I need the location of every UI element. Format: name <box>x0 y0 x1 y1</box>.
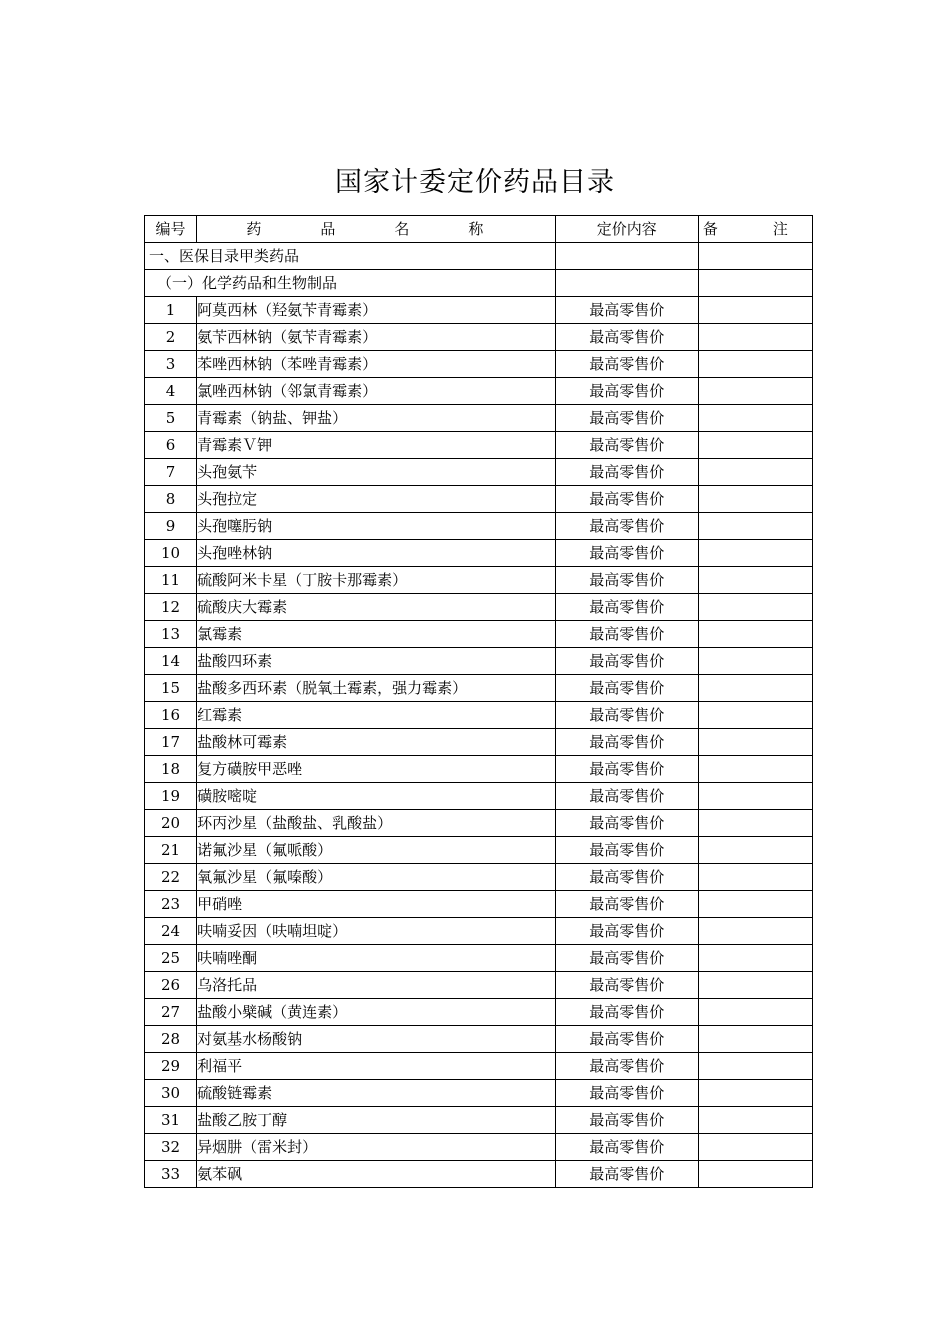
table-row <box>145 783 813 810</box>
section-note-cell <box>698 243 812 270</box>
row-drug-name: 呋喃妥因（呋喃坦啶） <box>197 918 556 945</box>
row-remarks <box>698 1107 812 1134</box>
row-number: 11 <box>145 567 197 594</box>
row-remarks <box>698 972 812 999</box>
table-row <box>145 594 813 621</box>
row-number: 25 <box>145 945 197 972</box>
row-remarks <box>698 378 812 405</box>
table-row <box>145 648 813 675</box>
row-remarks <box>698 864 812 891</box>
row-drug-name: 诺氟沙星（氟哌酸） <box>197 837 556 864</box>
row-pricing-content: 最高零售价 <box>555 621 698 648</box>
row-drug-name: 呋喃唑酮 <box>197 945 556 972</box>
table-row <box>145 999 813 1026</box>
row-drug-name: 环丙沙星（盐酸盐、乳酸盐） <box>197 810 556 837</box>
row-pricing-content: 最高零售价 <box>555 675 698 702</box>
table-row <box>145 1107 813 1134</box>
table-row <box>145 567 813 594</box>
row-remarks <box>698 540 812 567</box>
row-drug-name: 头孢拉定 <box>197 486 556 513</box>
row-number: 6 <box>145 432 197 459</box>
row-remarks <box>698 1134 812 1161</box>
row-pricing-content: 最高零售价 <box>555 783 698 810</box>
table-row <box>145 540 813 567</box>
row-number: 19 <box>145 783 197 810</box>
row-pricing-content: 最高零售价 <box>555 756 698 783</box>
table-row <box>145 486 813 513</box>
row-remarks <box>698 945 812 972</box>
row-drug-name: 氨苄西林钠（氨苄青霉素） <box>197 324 556 351</box>
row-number: 2 <box>145 324 197 351</box>
row-pricing-content: 最高零售价 <box>555 729 698 756</box>
subsection-note-cell <box>698 270 812 297</box>
row-drug-name: 甲硝唑 <box>197 891 556 918</box>
row-remarks <box>698 621 812 648</box>
row-drug-name: 对氨基水杨酸钠 <box>197 1026 556 1053</box>
table-row <box>145 1161 813 1188</box>
row-number: 32 <box>145 1134 197 1161</box>
section-label: 一、医保目录甲类药品 <box>145 243 556 270</box>
row-drug-name: 盐酸小檗碱（黄连素） <box>197 999 556 1026</box>
row-remarks <box>698 567 812 594</box>
row-number: 18 <box>145 756 197 783</box>
table-row <box>145 945 813 972</box>
subsection-price-cell <box>555 270 698 297</box>
table-row <box>145 324 813 351</box>
row-number: 28 <box>145 1026 197 1053</box>
row-number: 22 <box>145 864 197 891</box>
row-number: 8 <box>145 486 197 513</box>
row-drug-name: 硫酸阿米卡星（丁胺卡那霉素） <box>197 567 556 594</box>
table-row <box>145 432 813 459</box>
row-number: 29 <box>145 1053 197 1080</box>
row-number: 16 <box>145 702 197 729</box>
table-row <box>145 891 813 918</box>
row-number: 23 <box>145 891 197 918</box>
row-pricing-content: 最高零售价 <box>555 810 698 837</box>
table-row <box>145 702 813 729</box>
row-number: 3 <box>145 351 197 378</box>
row-remarks <box>698 351 812 378</box>
row-pricing-content: 最高零售价 <box>555 594 698 621</box>
table-row <box>145 756 813 783</box>
row-pricing-content: 最高零售价 <box>555 567 698 594</box>
row-pricing-content: 最高零售价 <box>555 297 698 324</box>
table-row <box>145 378 813 405</box>
table-row <box>145 837 813 864</box>
row-drug-name: 乌洛托品 <box>197 972 556 999</box>
row-pricing-content: 最高零售价 <box>555 324 698 351</box>
table-row <box>145 513 813 540</box>
header-number: 编号 <box>145 216 197 243</box>
row-drug-name: 磺胺嘧啶 <box>197 783 556 810</box>
row-drug-name: 盐酸四环素 <box>197 648 556 675</box>
row-drug-name: 盐酸乙胺丁醇 <box>197 1107 556 1134</box>
table-row <box>145 1053 813 1080</box>
row-pricing-content: 最高零售价 <box>555 1161 698 1188</box>
row-drug-name: 盐酸多西环素（脱氧土霉素，强力霉素） <box>197 675 556 702</box>
row-pricing-content: 最高零售价 <box>555 648 698 675</box>
row-pricing-content: 最高零售价 <box>555 459 698 486</box>
row-number: 21 <box>145 837 197 864</box>
subsection-label: （一）化学药品和生物制品 <box>145 270 556 297</box>
row-number: 5 <box>145 405 197 432</box>
row-drug-name: 苯唑西林钠（苯唑青霉素） <box>197 351 556 378</box>
row-number: 17 <box>145 729 197 756</box>
row-drug-name: 氧氟沙星（氟嗪酸） <box>197 864 556 891</box>
row-drug-name: 氨苯砜 <box>197 1161 556 1188</box>
row-drug-name: 青霉素（钠盐、钾盐） <box>197 405 556 432</box>
row-drug-name: 青霉素Ｖ钾 <box>197 432 556 459</box>
row-remarks <box>698 324 812 351</box>
header-pricing-content: 定价内容 <box>555 216 698 243</box>
table-row <box>145 297 813 324</box>
row-drug-name: 氯霉素 <box>197 621 556 648</box>
row-number: 10 <box>145 540 197 567</box>
row-remarks <box>698 1080 812 1107</box>
row-drug-name: 异烟肼（雷米封） <box>197 1134 556 1161</box>
row-remarks <box>698 756 812 783</box>
row-pricing-content: 最高零售价 <box>555 972 698 999</box>
row-pricing-content: 最高零售价 <box>555 1080 698 1107</box>
table-row <box>145 351 813 378</box>
row-drug-name: 硫酸链霉素 <box>197 1080 556 1107</box>
table-row <box>145 864 813 891</box>
table-row <box>145 918 813 945</box>
section-price-cell <box>555 243 698 270</box>
row-remarks <box>698 891 812 918</box>
row-pricing-content: 最高零售价 <box>555 918 698 945</box>
table-row <box>145 1134 813 1161</box>
row-number: 4 <box>145 378 197 405</box>
table-row <box>145 621 813 648</box>
section-row <box>145 243 813 270</box>
row-drug-name: 盐酸林可霉素 <box>197 729 556 756</box>
row-pricing-content: 最高零售价 <box>555 351 698 378</box>
row-number: 12 <box>145 594 197 621</box>
table-row <box>145 810 813 837</box>
row-drug-name: 氯唑西林钠（邻氯青霉素） <box>197 378 556 405</box>
table-header-row <box>145 216 813 243</box>
row-remarks <box>698 837 812 864</box>
row-drug-name: 头孢唑林钠 <box>197 540 556 567</box>
row-remarks <box>698 702 812 729</box>
row-pricing-content: 最高零售价 <box>555 513 698 540</box>
row-remarks <box>698 675 812 702</box>
row-remarks <box>698 459 812 486</box>
header-remarks: 备 注 <box>698 216 812 243</box>
row-pricing-content: 最高零售价 <box>555 405 698 432</box>
row-pricing-content: 最高零售价 <box>555 999 698 1026</box>
table-row <box>145 675 813 702</box>
row-number: 15 <box>145 675 197 702</box>
row-remarks <box>698 783 812 810</box>
row-pricing-content: 最高零售价 <box>555 864 698 891</box>
table-body <box>145 243 813 1188</box>
row-number: 20 <box>145 810 197 837</box>
subsection-row <box>145 270 813 297</box>
table-row <box>145 1080 813 1107</box>
row-drug-name: 阿莫西林（羟氨苄青霉素） <box>197 297 556 324</box>
row-remarks <box>698 405 812 432</box>
row-number: 33 <box>145 1161 197 1188</box>
table-row <box>145 1026 813 1053</box>
row-drug-name: 头孢噻肟钠 <box>197 513 556 540</box>
header-drug-name: 药 品 名 称 <box>197 216 556 243</box>
row-drug-name: 红霉素 <box>197 702 556 729</box>
row-pricing-content: 最高零售价 <box>555 1107 698 1134</box>
row-remarks <box>698 1026 812 1053</box>
row-number: 9 <box>145 513 197 540</box>
row-remarks <box>698 729 812 756</box>
row-drug-name: 复方磺胺甲恶唑 <box>197 756 556 783</box>
row-pricing-content: 最高零售价 <box>555 486 698 513</box>
table-row <box>145 729 813 756</box>
row-number: 26 <box>145 972 197 999</box>
row-number: 30 <box>145 1080 197 1107</box>
table-row <box>145 972 813 999</box>
row-number: 14 <box>145 648 197 675</box>
row-drug-name: 硫酸庆大霉素 <box>197 594 556 621</box>
row-pricing-content: 最高零售价 <box>555 540 698 567</box>
row-remarks <box>698 297 812 324</box>
row-remarks <box>698 1161 812 1188</box>
table-row <box>145 459 813 486</box>
row-pricing-content: 最高零售价 <box>555 1134 698 1161</box>
row-pricing-content: 最高零售价 <box>555 837 698 864</box>
row-pricing-content: 最高零售价 <box>555 702 698 729</box>
row-remarks <box>698 810 812 837</box>
row-number: 1 <box>145 297 197 324</box>
row-pricing-content: 最高零售价 <box>555 891 698 918</box>
row-remarks <box>698 648 812 675</box>
row-remarks <box>698 486 812 513</box>
row-remarks <box>698 513 812 540</box>
row-number: 24 <box>145 918 197 945</box>
row-remarks <box>698 918 812 945</box>
row-pricing-content: 最高零售价 <box>555 378 698 405</box>
row-number: 27 <box>145 999 197 1026</box>
row-drug-name: 头孢氨苄 <box>197 459 556 486</box>
page-title: 国家计委定价药品目录 <box>335 167 615 198</box>
row-number: 31 <box>145 1107 197 1134</box>
row-number: 13 <box>145 621 197 648</box>
table-row <box>145 405 813 432</box>
row-pricing-content: 最高零售价 <box>555 1053 698 1080</box>
row-remarks <box>698 1053 812 1080</box>
row-remarks <box>698 999 812 1026</box>
row-drug-name: 利福平 <box>197 1053 556 1080</box>
row-pricing-content: 最高零售价 <box>555 432 698 459</box>
row-remarks <box>698 432 812 459</box>
row-pricing-content: 最高零售价 <box>555 945 698 972</box>
row-number: 7 <box>145 459 197 486</box>
drug-catalog-table <box>144 215 813 1188</box>
row-remarks <box>698 594 812 621</box>
row-pricing-content: 最高零售价 <box>555 1026 698 1053</box>
